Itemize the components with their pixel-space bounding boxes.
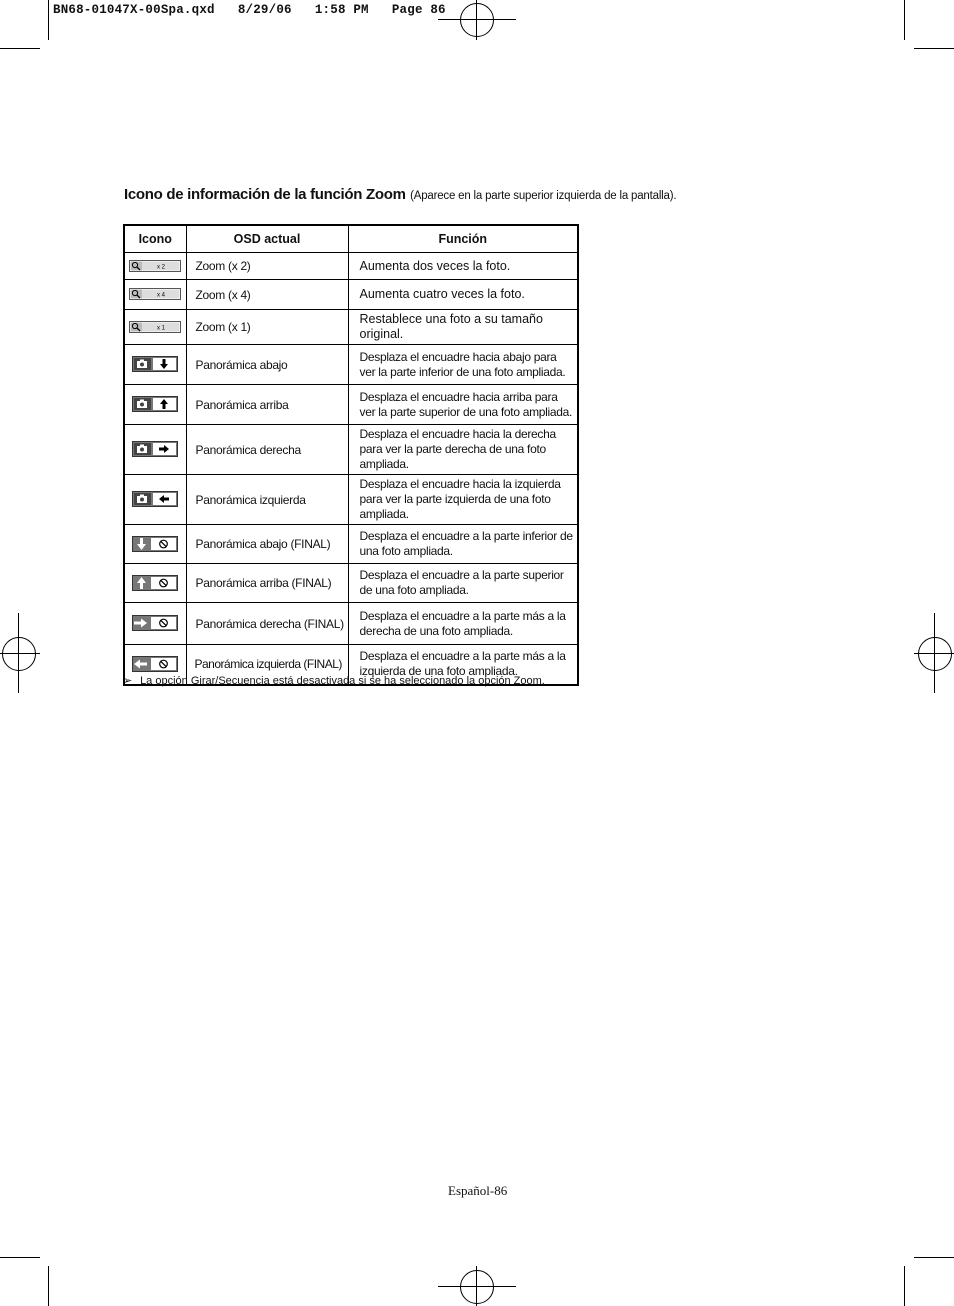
table-row [124,385,578,425]
function-text: Restablece una foto a su tamaño original. [348,310,578,345]
osd-label: Zoom (x 4) [186,280,348,310]
osd-label: Panorámica derecha (FINAL) [186,603,348,645]
page-number: Español-86 [448,1183,508,1198]
heading-title: Icono de información de la función Zoom [124,186,406,203]
zoom-label: x 4 [157,292,166,299]
pan-up-icon [132,396,178,412]
zoom-x4-icon [129,288,181,300]
zoom-x2-icon [129,260,181,272]
osd-label: Zoom (x 2) [186,253,348,280]
table-row [124,564,578,603]
table-row [124,475,578,525]
crop-mark [0,48,40,49]
osd-label: Panorámica izquierda [186,475,348,525]
crop-mark [904,0,905,40]
table-row [124,525,578,564]
section-heading [124,186,676,204]
osd-label: Panorámica abajo [186,345,348,385]
heading-subtitle: (Aparece en la parte superior izquierda de la pantalla). [410,190,677,202]
crop-mark [904,1266,905,1306]
zoom-label: x 1 [157,325,166,332]
header-icon: Icono [124,225,186,253]
crop-mark [48,0,49,40]
function-text: Desplaza el encuadre a la parte más a la izquierda de una foto ampliada. [348,645,578,685]
pan-left-icon [132,491,178,507]
crop-mark [48,1266,49,1306]
table-row [124,310,578,345]
table-row [124,425,578,475]
pan-down-final-icon [132,536,178,552]
pan-right-final-icon [132,615,178,631]
table-row [124,345,578,385]
osd-label: Panorámica arriba (FINAL) [186,564,348,603]
pan-up-final-icon [132,575,178,591]
function-text: Desplaza el encuadre hacia arriba para ver la parte superior de una foto ampliada. [348,385,578,425]
pan-left-final-icon [132,656,178,672]
table-header-row [124,225,578,253]
header-osd: OSD actual [186,225,348,253]
header-function: Función [348,225,578,253]
zoom-info-table [123,224,579,686]
footnote-text: La opción Girar/Secuencia está desactivada si se ha seleccionado la opción Zoom. [140,675,545,687]
function-text: Aumenta dos veces la foto. [348,253,578,280]
osd-label: Zoom (x 1) [186,310,348,345]
pan-down-icon [132,356,178,372]
table-row [124,253,578,280]
table-row [124,603,578,645]
osd-label: Panorámica derecha [186,425,348,475]
crop-mark [0,1257,40,1258]
crop-mark [914,1257,954,1258]
zoom-label: x 2 [157,264,166,271]
function-text: Desplaza el encuadre hacia abajo para ver la parte inferior de una foto ampliada. [348,345,578,385]
function-text: Desplaza el encuadre a la parte superior de una foto ampliada. [348,564,578,603]
function-text: Aumenta cuatro veces la foto. [348,280,578,310]
arrow-icon: ➢ [123,675,133,687]
function-text: Desplaza el encuadre hacia la derecha para ver la parte derecha de una foto ampliada. [348,425,578,475]
print-slug: BN68-01047X-00Spa.qxd 8/29/06 1:58 PM Page 86 [53,3,446,17]
crop-mark [914,48,954,49]
function-text: Desplaza el encuadre a la parte más a la derecha de una foto ampliada. [348,603,578,645]
osd-label: Panorámica izquierda (FINAL) [186,645,348,685]
footnote [123,674,545,687]
table-row [124,280,578,310]
osd-label: Panorámica arriba [186,385,348,425]
zoom-x1-icon [129,321,181,333]
osd-label: Panorámica abajo (FINAL) [186,525,348,564]
function-text: Desplaza el encuadre a la parte inferior de una foto ampliada. [348,525,578,564]
function-text: Desplaza el encuadre hacia la izquierda para ver la parte izquierda de una foto ampliada. [348,475,578,525]
pan-right-icon [132,441,178,457]
